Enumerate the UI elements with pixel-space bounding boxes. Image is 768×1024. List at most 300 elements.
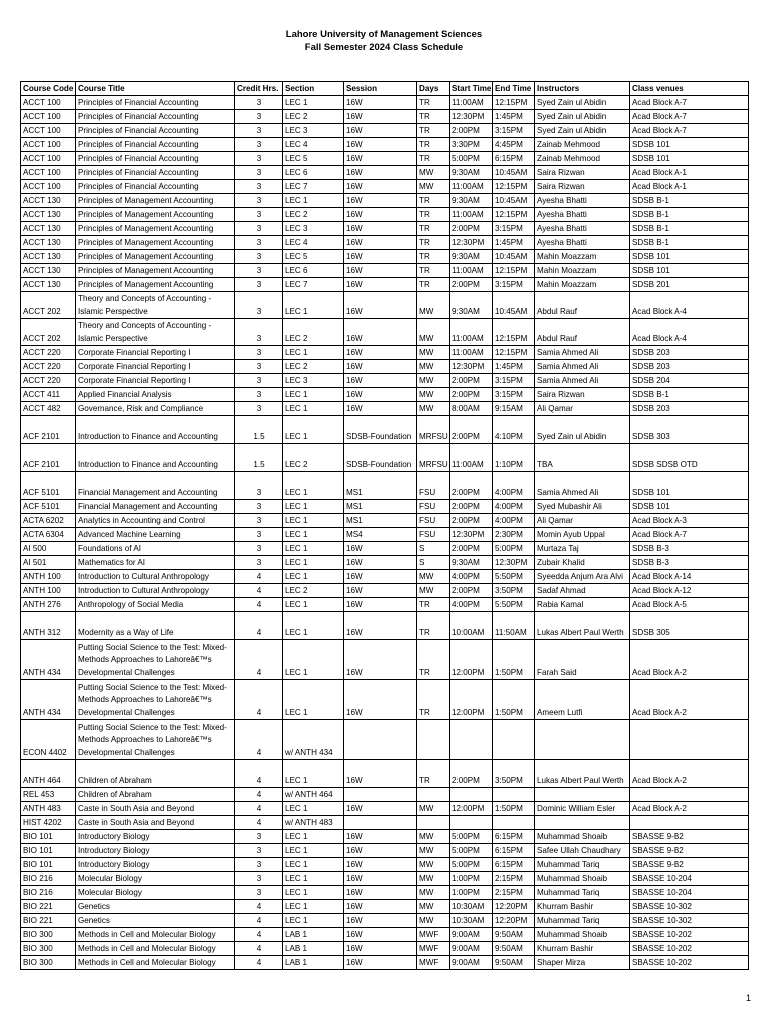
cell-instructor: Muhammad Tariq [535,914,630,928]
column-header: Credit Hrs. [235,82,283,96]
cell-session: 16W [344,942,417,956]
cell-session: MS1 [344,514,417,528]
cell-session: 16W [344,208,417,222]
cell-class-venue: SBASSE 10-302 [630,900,749,914]
cell-start-time: 5:00PM [450,152,493,166]
cell-course-title: Caste in South Asia and Beyond [76,802,235,816]
cell-instructor: Samia Ahmed Ali [535,346,630,360]
cell-course-code: HIST 4202 [21,816,76,830]
cell-instructor: Samia Ahmed Ali [535,472,630,500]
cell-class-venue: SDSB B-1 [630,194,749,208]
cell-credit-hours: 3 [235,152,283,166]
cell-start-time: 1:00PM [450,886,493,900]
cell-days: TR [417,208,450,222]
cell-class-venue: SDSB 203 [630,360,749,374]
cell-end-time: 4:10PM [493,416,535,444]
cell-start-time: 1:00PM [450,872,493,886]
cell-class-venue: Acad Block A-7 [630,110,749,124]
cell-end-time: 12:15PM [493,264,535,278]
cell-section: LEC 7 [283,180,344,194]
cell-end-time: 3:50PM [493,760,535,788]
cell-start-time: 12:30PM [450,528,493,542]
cell-session: 16W [344,346,417,360]
cell-days: MW [417,858,450,872]
table-row [21,166,749,180]
cell-course-code: ACF 2101 [21,416,76,444]
table-row [21,346,749,360]
column-header: Section [283,82,344,96]
cell-section: LEC 1 [283,900,344,914]
cell-end-time: 9:50AM [493,956,535,970]
cell-course-code: BIO 300 [21,928,76,942]
cell-start-time: 11:00AM [450,444,493,472]
cell-section: LEC 1 [283,680,344,720]
cell-class-venue: SBASSE 10-302 [630,914,749,928]
cell-start-time: 5:00PM [450,844,493,858]
cell-section: LEC 1 [283,416,344,444]
cell-start-time: 12:00PM [450,680,493,720]
cell-class-venue: Acad Block A-7 [630,96,749,110]
cell-days: TR [417,222,450,236]
cell-instructor: Syed Zain ul Abidin [535,110,630,124]
cell-start-time: 2:00PM [450,278,493,292]
cell-days: FSU [417,472,450,500]
table-row [21,180,749,194]
cell-course-code: BIO 101 [21,858,76,872]
cell-session: 16W [344,250,417,264]
cell-course-code: ACF 2101 [21,444,76,472]
cell-course-code: ACCT 130 [21,250,76,264]
cell-days: TR [417,194,450,208]
cell-start-time: 2:00PM [450,542,493,556]
cell-start-time: 5:00PM [450,830,493,844]
cell-start-time: 9:30AM [450,166,493,180]
cell-course-code: AI 500 [21,542,76,556]
cell-section: LEC 1 [283,472,344,500]
cell-class-venue [630,720,749,760]
cell-course-code: ACCT 220 [21,374,76,388]
cell-start-time: 2:00PM [450,584,493,598]
cell-end-time: 5:50PM [493,598,535,612]
cell-start-time: 9:00AM [450,928,493,942]
cell-course-code: ACTA 6304 [21,528,76,542]
cell-section: LEC 1 [283,500,344,514]
cell-section: LEC 3 [283,374,344,388]
cell-section: LEC 1 [283,598,344,612]
cell-instructor: Farah Said [535,640,630,680]
cell-session: 16W [344,319,417,346]
cell-end-time: 1:45PM [493,360,535,374]
cell-days: TR [417,598,450,612]
cell-instructor: Muhammad Shoaib [535,928,630,942]
cell-days: MW [417,844,450,858]
cell-end-time: 12:30PM [493,556,535,570]
cell-session: 16W [344,844,417,858]
cell-end-time: 12:15PM [493,319,535,346]
cell-credit-hours: 3 [235,292,283,319]
cell-section: LEC 2 [283,208,344,222]
table-row [21,500,749,514]
cell-end-time: 10:45AM [493,166,535,180]
table-row [21,472,749,500]
table-row [21,96,749,110]
cell-credit-hours: 3 [235,542,283,556]
cell-end-time: 6:15PM [493,844,535,858]
column-header: Instructors [535,82,630,96]
cell-instructor: Abdul Rauf [535,319,630,346]
cell-credit-hours: 4 [235,584,283,598]
cell-course-code: ACCT 202 [21,292,76,319]
cell-section: LEC 5 [283,250,344,264]
cell-start-time: 5:00PM [450,858,493,872]
cell-end-time: 12:20PM [493,914,535,928]
cell-session: SDSB-Foundation [344,416,417,444]
cell-section: LEC 5 [283,152,344,166]
table-row [21,680,749,720]
cell-section: LEC 1 [283,570,344,584]
cell-class-venue: Acad Block A-3 [630,514,749,528]
cell-course-code: ACCT 130 [21,236,76,250]
cell-credit-hours: 3 [235,194,283,208]
cell-credit-hours: 3 [235,96,283,110]
cell-days: TR [417,138,450,152]
cell-course-title: Introductory Biology [76,858,235,872]
cell-start-time: 11:00AM [450,96,493,110]
cell-session: MS1 [344,500,417,514]
cell-end-time: 4:00PM [493,500,535,514]
table-body [21,96,749,970]
cell-start-time: 12:30PM [450,360,493,374]
cell-instructor: Mahin Moazzam [535,264,630,278]
cell-start-time: 4:00PM [450,570,493,584]
table-row [21,124,749,138]
table-row [21,556,749,570]
cell-instructor: Zubair Khalid [535,556,630,570]
cell-course-title: Introduction to Finance and Accounting [76,416,235,444]
cell-days: TR [417,110,450,124]
cell-days: MW [417,180,450,194]
cell-days: TR [417,152,450,166]
table-row [21,844,749,858]
cell-section: LEC 2 [283,319,344,346]
cell-instructor: Ali Qamar [535,514,630,528]
cell-instructor: Murtaza Taj [535,542,630,556]
cell-start-time: 2:00PM [450,514,493,528]
cell-credit-hours: 3 [235,402,283,416]
cell-class-venue: Acad Block A-2 [630,640,749,680]
cell-days: TR [417,264,450,278]
table-row [21,319,749,346]
cell-credit-hours: 3 [235,528,283,542]
cell-end-time: 1:10PM [493,444,535,472]
cell-end-time: 1:50PM [493,802,535,816]
cell-section: LEC 1 [283,346,344,360]
cell-start-time: 2:00PM [450,472,493,500]
cell-class-venue: SDSB B-3 [630,542,749,556]
table-row [21,444,749,472]
cell-days: TR [417,250,450,264]
cell-course-code: AI 501 [21,556,76,570]
cell-session: 16W [344,292,417,319]
cell-session: 16W [344,584,417,598]
table-row [21,872,749,886]
cell-section: LEC 1 [283,194,344,208]
cell-credit-hours: 3 [235,872,283,886]
cell-days: MRFSU [417,444,450,472]
cell-end-time: 3:50PM [493,584,535,598]
cell-class-venue: Acad Block A-2 [630,760,749,788]
cell-class-venue: SBASSE 10-202 [630,956,749,970]
cell-days: MWF [417,942,450,956]
cell-course-title: Principles of Financial Accounting [76,96,235,110]
cell-start-time: 11:00AM [450,208,493,222]
cell-course-code: ACCT 220 [21,346,76,360]
cell-class-venue [630,788,749,802]
cell-days: MW [417,166,450,180]
table-row [21,584,749,598]
cell-course-code: ACCT 130 [21,222,76,236]
cell-session: 16W [344,180,417,194]
cell-start-time: 10:30AM [450,900,493,914]
cell-credit-hours: 3 [235,278,283,292]
cell-days: MWF [417,956,450,970]
cell-course-title: Financial Management and Accounting [76,472,235,500]
cell-course-title: Principles of Financial Accounting [76,180,235,194]
cell-session: 16W [344,556,417,570]
cell-days: TR [417,278,450,292]
cell-instructor: Ayesha Bhatti [535,208,630,222]
cell-class-venue: SDSB 101 [630,264,749,278]
cell-start-time: 8:00AM [450,402,493,416]
cell-course-title: Principles of Management Accounting [76,236,235,250]
cell-credit-hours: 1.5 [235,416,283,444]
cell-course-code: ANTH 276 [21,598,76,612]
cell-session: 16W [344,194,417,208]
cell-course-code: ACCT 100 [21,96,76,110]
cell-days: S [417,542,450,556]
cell-start-time: 10:00AM [450,612,493,640]
cell-credit-hours: 4 [235,680,283,720]
cell-course-title: Introductory Biology [76,844,235,858]
cell-end-time: 10:45AM [493,250,535,264]
cell-course-title: Foundations of AI [76,542,235,556]
cell-start-time: 11:00AM [450,180,493,194]
cell-start-time: 3:30PM [450,138,493,152]
cell-course-code: ANTH 312 [21,612,76,640]
cell-course-title: Advanced Machine Learning [76,528,235,542]
cell-start-time: 9:30AM [450,292,493,319]
cell-days: FSU [417,514,450,528]
cell-credit-hours: 3 [235,180,283,194]
cell-instructor: Mahin Moazzam [535,250,630,264]
cell-end-time: 12:15PM [493,96,535,110]
cell-course-title: Introduction to Finance and Accounting [76,444,235,472]
cell-credit-hours: 4 [235,928,283,942]
cell-course-title: Methods in Cell and Molecular Biology [76,942,235,956]
table-row [21,528,749,542]
cell-section: LEC 1 [283,292,344,319]
cell-start-time: 12:30PM [450,110,493,124]
column-header: Session [344,82,417,96]
cell-credit-hours: 3 [235,264,283,278]
cell-end-time: 3:15PM [493,278,535,292]
cell-credit-hours: 3 [235,360,283,374]
cell-days: MW [417,292,450,319]
cell-instructor: Syeedda Anjum Ara Alvi [535,570,630,584]
cell-end-time: 1:45PM [493,110,535,124]
table-row [21,222,749,236]
cell-end-time: 12:15PM [493,208,535,222]
table-row [21,402,749,416]
table-row [21,928,749,942]
cell-credit-hours: 3 [235,250,283,264]
cell-credit-hours: 4 [235,956,283,970]
cell-end-time: 1:50PM [493,640,535,680]
cell-session: 16W [344,96,417,110]
cell-credit-hours: 3 [235,222,283,236]
cell-course-title: Putting Social Science to the Test: Mixed-Methods Approaches to Lahoreâ€™s Developmental Challenges [76,720,235,760]
cell-session: MS4 [344,528,417,542]
cell-course-title: Methods in Cell and Molecular Biology [76,928,235,942]
cell-credit-hours: 3 [235,138,283,152]
cell-session: 16W [344,872,417,886]
cell-course-title: Introduction to Cultural Anthropology [76,584,235,598]
column-header: Class venues [630,82,749,96]
column-header: Course Title [76,82,235,96]
cell-days: FSU [417,500,450,514]
cell-session: 16W [344,598,417,612]
cell-instructor: Ayesha Bhatti [535,194,630,208]
cell-instructor: TBA [535,444,630,472]
cell-class-venue: SDSB 305 [630,612,749,640]
cell-credit-hours: 4 [235,942,283,956]
cell-start-time: 2:00PM [450,500,493,514]
cell-start-time: 9:30AM [450,556,493,570]
cell-section: w/ ANTH 483 [283,816,344,830]
cell-session: 16W [344,680,417,720]
cell-session: 16W [344,914,417,928]
cell-course-title: Corporate Financial Reporting I [76,374,235,388]
cell-course-title: Principles of Financial Accounting [76,152,235,166]
cell-section: LEC 2 [283,444,344,472]
cell-credit-hours: 3 [235,844,283,858]
cell-end-time [493,816,535,830]
cell-class-venue: SDSB B-1 [630,222,749,236]
cell-course-title: Modernity as a Way of Life [76,612,235,640]
cell-course-title: Financial Management and Accounting [76,500,235,514]
cell-course-title: Genetics [76,914,235,928]
cell-start-time: 12:00PM [450,802,493,816]
cell-class-venue: Acad Block A-1 [630,166,749,180]
cell-instructor: Ameem Lutfi [535,680,630,720]
cell-section: LEC 1 [283,760,344,788]
cell-class-venue: SDSB 101 [630,152,749,166]
cell-class-venue: Acad Block A-4 [630,292,749,319]
cell-class-venue: SDSB B-1 [630,236,749,250]
cell-section: w/ ANTH 464 [283,788,344,802]
cell-course-title: Putting Social Science to the Test: Mixed-Methods Approaches to Lahoreâ€™s Developmental Challenges [76,640,235,680]
cell-credit-hours: 4 [235,914,283,928]
table-row [21,416,749,444]
cell-section: LAB 1 [283,942,344,956]
table-row [21,236,749,250]
cell-days: TR [417,236,450,250]
cell-instructor: Momin Ayub Uppal [535,528,630,542]
cell-start-time: 12:00PM [450,640,493,680]
cell-start-time [450,816,493,830]
cell-course-code: ANTH 100 [21,584,76,598]
cell-section: LEC 6 [283,264,344,278]
table-row [21,388,749,402]
cell-course-title: Principles of Management Accounting [76,278,235,292]
cell-end-time: 6:15PM [493,152,535,166]
cell-class-venue: SDSB 201 [630,278,749,292]
table-row [21,292,749,319]
cell-end-time: 11:50AM [493,612,535,640]
cell-course-title: Corporate Financial Reporting I [76,346,235,360]
cell-session: 16W [344,802,417,816]
cell-days [417,788,450,802]
cell-course-title: Analytics in Accounting and Control [76,514,235,528]
cell-session: 16W [344,264,417,278]
cell-end-time: 4:00PM [493,472,535,500]
cell-course-code: BIO 101 [21,844,76,858]
cell-course-code: ACCT 411 [21,388,76,402]
cell-class-venue: Acad Block A-5 [630,598,749,612]
cell-instructor: Saira Rizwan [535,180,630,194]
cell-course-code: ACCT 100 [21,138,76,152]
cell-start-time: 2:00PM [450,416,493,444]
cell-section: w/ ANTH 434 [283,720,344,760]
cell-session: 16W [344,360,417,374]
cell-end-time: 3:15PM [493,222,535,236]
cell-instructor [535,720,630,760]
cell-instructor: Lukas Albert Paul Werth [535,760,630,788]
table-row [21,138,749,152]
cell-section: LEC 2 [283,360,344,374]
table-row [21,250,749,264]
cell-class-venue: SDSB B-1 [630,208,749,222]
cell-end-time: 1:50PM [493,680,535,720]
cell-end-time: 12:15PM [493,180,535,194]
cell-instructor: Muhammad Shoaib [535,830,630,844]
cell-course-title: Introductory Biology [76,830,235,844]
cell-session: 16W [344,956,417,970]
cell-instructor: Dominic William Esler [535,802,630,816]
cell-session: 16W [344,110,417,124]
table-row [21,612,749,640]
cell-section: LAB 1 [283,956,344,970]
cell-instructor: Muhammad Tariq [535,858,630,872]
cell-class-venue: SBASSE 10-204 [630,872,749,886]
cell-days: TR [417,760,450,788]
cell-end-time: 6:15PM [493,858,535,872]
cell-end-time: 4:00PM [493,514,535,528]
cell-credit-hours: 3 [235,830,283,844]
cell-instructor: Samia Ahmed Ali [535,374,630,388]
cell-end-time: 9:15AM [493,402,535,416]
cell-instructor: Muhammad Tariq [535,886,630,900]
cell-credit-hours: 3 [235,124,283,138]
cell-course-code: BIO 300 [21,942,76,956]
cell-days: MW [417,346,450,360]
cell-class-venue: SBASSE 9-B2 [630,830,749,844]
cell-section: LEC 1 [283,402,344,416]
cell-end-time: 3:15PM [493,388,535,402]
cell-end-time: 4:45PM [493,138,535,152]
cell-section: LEC 1 [283,388,344,402]
cell-days: S [417,556,450,570]
